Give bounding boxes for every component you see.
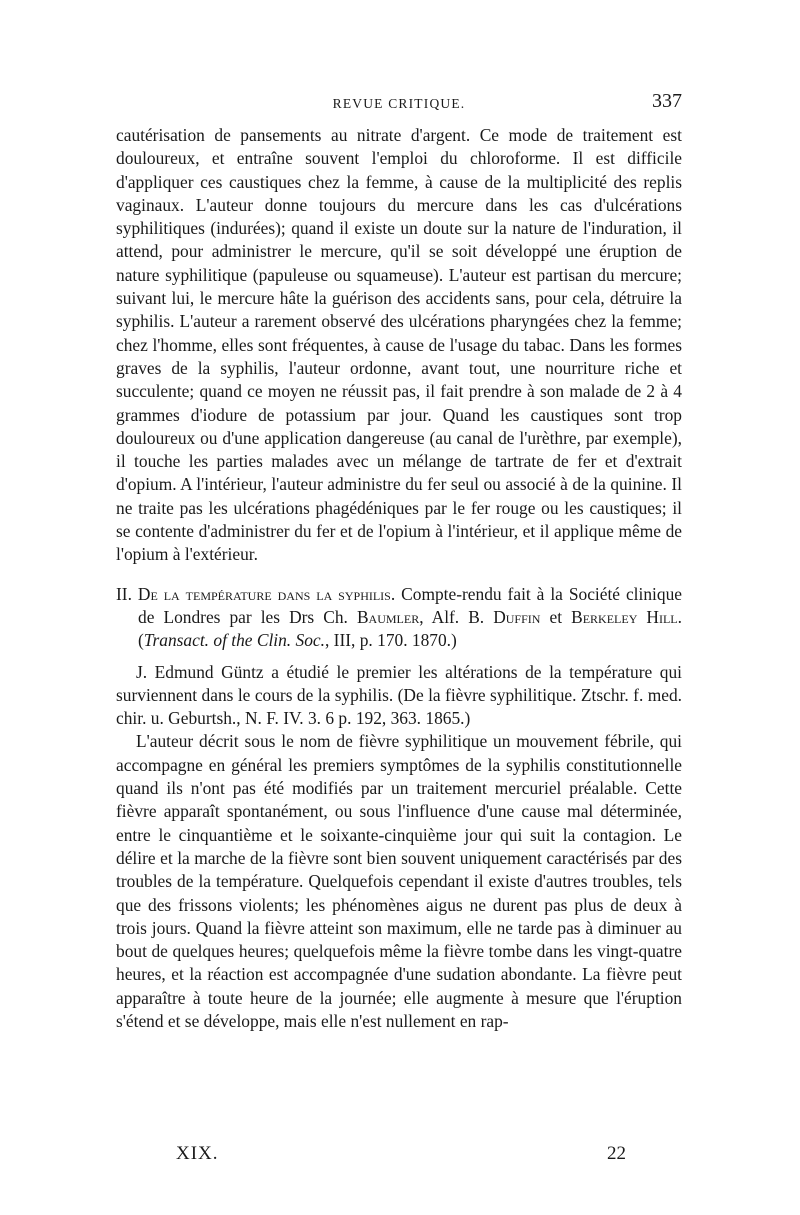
author-name: Berkeley Hill: [571, 606, 678, 627]
body-text: [116, 124, 682, 1033]
page-footer: [176, 1143, 626, 1171]
journal-reference: , III, p. 170. 1870.): [324, 630, 457, 651]
section-separator: et: [549, 606, 563, 627]
signature-mark: XIX.: [176, 1143, 219, 1164]
section-report-text: Compte-rendu fait à la Société clinique de Londres par les Drs Ch.: [138, 583, 682, 627]
running-title: REVUE CRITIQUE.: [332, 96, 466, 111]
section-numeral: II.: [116, 583, 132, 604]
journal-title: Transact. of the Clin. Soc.: [143, 630, 325, 651]
section-separator: , Alf. B.: [419, 606, 485, 627]
paragraph-continuation: cautérisation de pansements au nitrate d'argent. Ce mode de traitement est douloureux, et entraîne souvent l'emploi du chloroforme. Il est difficile d'appliquer ces caustiques chez la femme, à cause de la multiplicité des replis vaginaux. L'auteur donne toujours du mercure dans les cas d'ulcérations syphilitiques (indurées); quand il existe un doute sur la nature de l'induration, il attend, pour administrer le mercure, qu'il se soit développé une éruption de nature syphilitique (papuleuse ou squameuse). L'auteur est partisan du mercure; suivant lui, le mercure hâte la guérison des accidents sans, pour cela, détruire la syphilis. L'auteur a rarement observé des ulcérations pharyngées chez la femme; chez l'homme, elles sont fréquentes, à cause de l'usage du tabac. Dans les formes graves de la syphilis, l'auteur ordonne, avant tout, une nourriture riche et succulente; quand ce moyen ne réussit pas, il fait prendre à son malade de 2 à 4 grammes d'iodure de potassium par jour. Quand les caustiques sont trop douloureux ou d'une application dangereuse (au canal de l'urèthre, par exemple), il touche les parties malades avec un mélange de tartrate de fer et d'extrait d'opium. A l'intérieur, l'auteur administre du fer seul ou associé à de la quinine. Il ne traite pas les ulcérations phagédéniques par le fer rouge ou les caustiques; il se contente d'administrer du fer et de l'opium à l'intérieur, et il applique même de l'opium à l'extérieur.: [116, 125, 682, 565]
section-title: De la température dans la syphilis.: [137, 583, 396, 604]
paragraph-fever: L'auteur décrit sous le nom de fièvre syphilitique un mouvement fébrile, qui accompagne en général les premiers symptômes de la syphilis constitutionnelle quand ils n'ont pas été modifiés par un traitement mercuriel préalable. Cette fièvre apparaît spontanément, ou sous l'influence d'une cause mal déterminée, entre le cinquantième et le soixante-cinquième jour qui suit la contagion. Le délire et la marche de la fièvre sont bien souvent uniquement caractérisés par des troubles de la température. Quelquefois cependant il existe d'autres troubles, tels que des frissons violents; les phénomènes aigus ne durent pas plus de deux à trois jours. Quand la fièvre atteint son maximum, elle ne tarde pas à diminuer au bout de quelques heures; quelquefois même la fièvre tombe dans les vingt-quatre heures, et la réaction est accompagnée d'une sudation abondante. La fièvre peut apparaître à toute heure de la journée; elle augmente à mesure que l'éruption s'étend et se développe, mais elle n'est nullement en rap-: [116, 731, 682, 1031]
paragraph-guntz: J. Edmund Güntz a étudié le premier les altérations de la température qui surviennent dans le cours de la syphilis. (De la fièvre syphilitique. Ztschr. f. med. chir. u. Geburtsh., N. F. IV. 3. 6 p. 192, 363. 1865.): [116, 661, 682, 729]
author-name: Baumler: [356, 606, 420, 627]
running-head: [116, 90, 682, 120]
section-heading-ii: [116, 583, 682, 653]
section-separator: . (: [138, 606, 682, 651]
page-number: 337: [652, 90, 682, 112]
author-name: Duffin: [493, 606, 541, 627]
sheet-number: 22: [607, 1143, 626, 1164]
